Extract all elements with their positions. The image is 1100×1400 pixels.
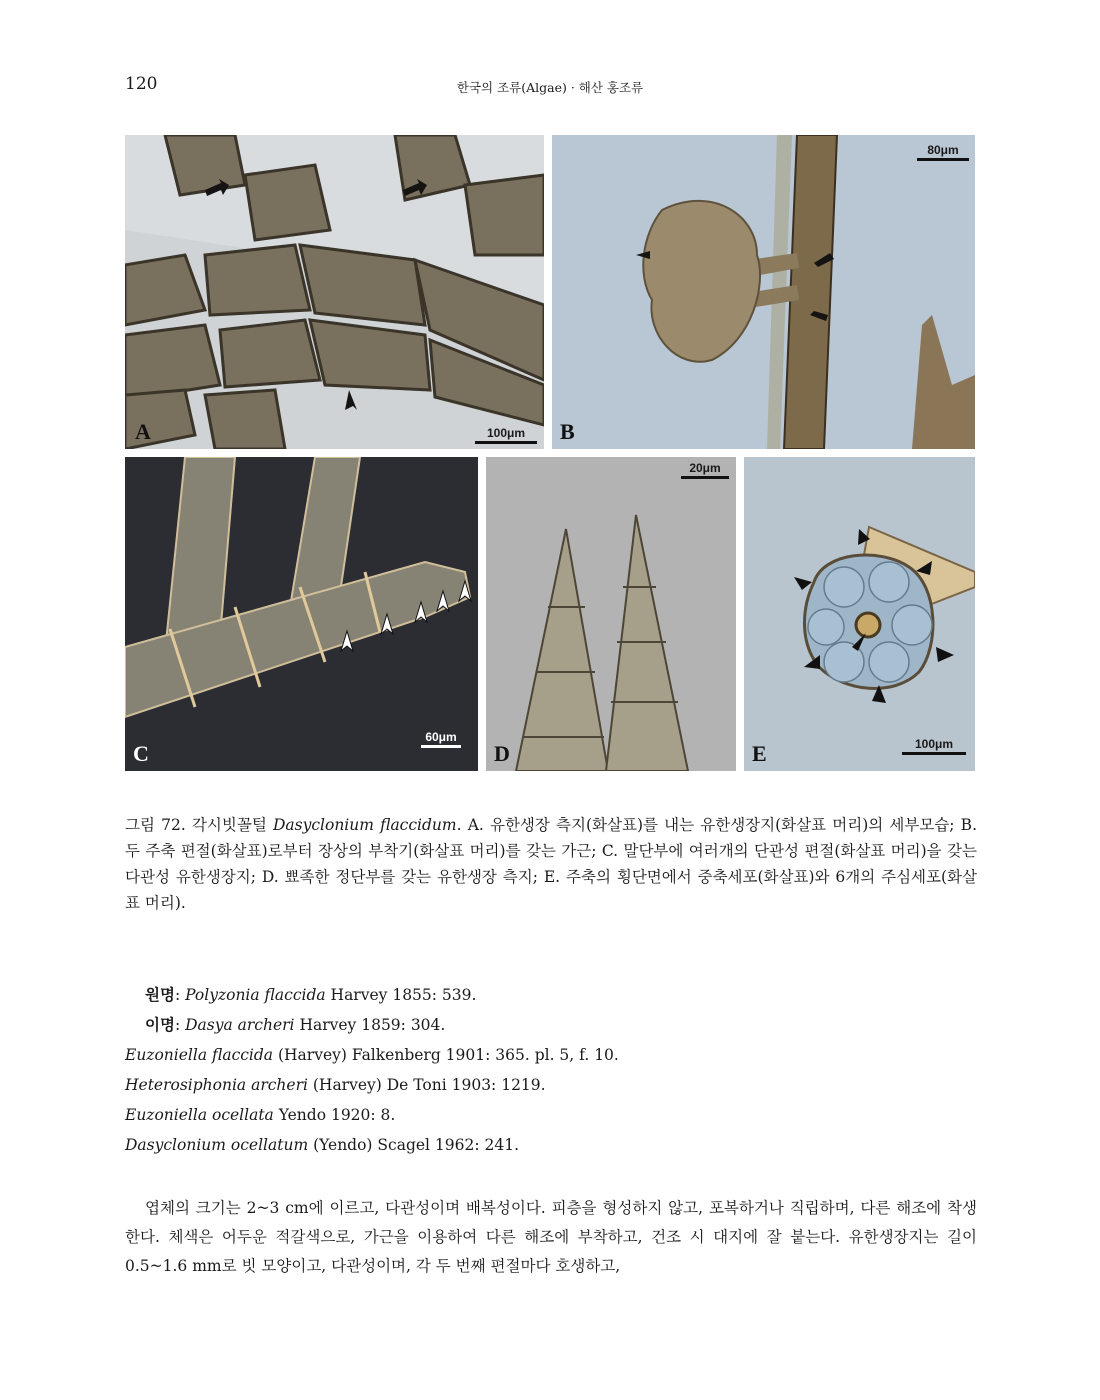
figure-caption: 그림 72. 각시빗꼴털 Dasyclonium flaccidum. A. 유한생장 측지(화살표)를 내는 유한생장지(화살표 머리)의 세부모습; B. 두 주축 편절(화살표)로부터 장상의 부착기(화살표 머리)를 갖는 가근; C. 말단부에 여러개의 단관성 편절(화살표 머리)을 갖는 다관성 유한생장지; D. 뾰족한 정단부를 갖는 유한생장 측지; E. 주축의 횡단면에서 중축세포(화살표)와 6개의 주심세포(화살표 머리). (125, 816, 977, 912)
figure-panel-b (552, 135, 975, 449)
figure-panel-e (744, 457, 975, 771)
running-title: 한국의 조류(Algae) · 해산 홍조류 (456, 80, 644, 95)
scale-bar-b: 80μm (917, 143, 969, 161)
panel-label-b: B (560, 419, 575, 444)
micrograph-a (125, 135, 544, 449)
panel-label-c: C (133, 741, 149, 766)
micrograph-d (486, 457, 736, 771)
micrograph-c (125, 457, 478, 771)
page-number: 120 (125, 74, 158, 94)
description-paragraph: 엽체의 크기는 2~3 cm에 이르고, 다관성이며 배복성이다. 피층을 형성하지 않고, 포복하거나 직립하며, 다른 해조에 착생한다. 체색은 어두운 적갈색으로, 가근을 이용하여 다른 해조에 부착하고, 건조 시 대지에 잘 붙는다. 유한생장지는 길이 0.5~1.6 mm로 빗 모양이고, 다관성이며, 각 두 번째 편절마다 호생하고, (125, 1199, 977, 1275)
panel-label-a: A (135, 419, 151, 444)
synonym-entry: Euzoniella flaccida (Harvey) Falkenberg 1901: 365. pl. 5, f. 10. (125, 1046, 619, 1064)
synonym-entry: Heterosiphonia archeri (Harvey) De Toni 1903: 1219. (125, 1076, 546, 1094)
synonym-entry: Euzoniella ocellata Yendo 1920: 8. (125, 1106, 396, 1124)
figure-panel-c (125, 457, 478, 771)
figure-panel-d (486, 457, 736, 771)
scale-bar-c: 60μm (421, 730, 461, 748)
micrograph-e (744, 457, 975, 771)
scale-bar-d: 20μm (681, 461, 729, 479)
basionym-line: 원명: Polyzonia flaccida Harvey 1855: 539. (145, 985, 477, 1004)
scale-bar-e: 100μm (902, 737, 966, 755)
synonym-line: 이명: Dasya archeri Harvey 1859: 304. (145, 1015, 446, 1034)
panel-label-d: D (494, 741, 510, 766)
micrograph-b (552, 135, 975, 449)
panel-label-e: E (752, 741, 767, 766)
figure-panel-a (125, 135, 544, 449)
caption-species-name: Dasyclonium flaccidum (272, 816, 457, 834)
synonym-entry: Dasyclonium ocellatum (Yendo) Scagel 1962: 241. (125, 1136, 520, 1154)
scale-bar-a: 100μm (475, 426, 537, 444)
